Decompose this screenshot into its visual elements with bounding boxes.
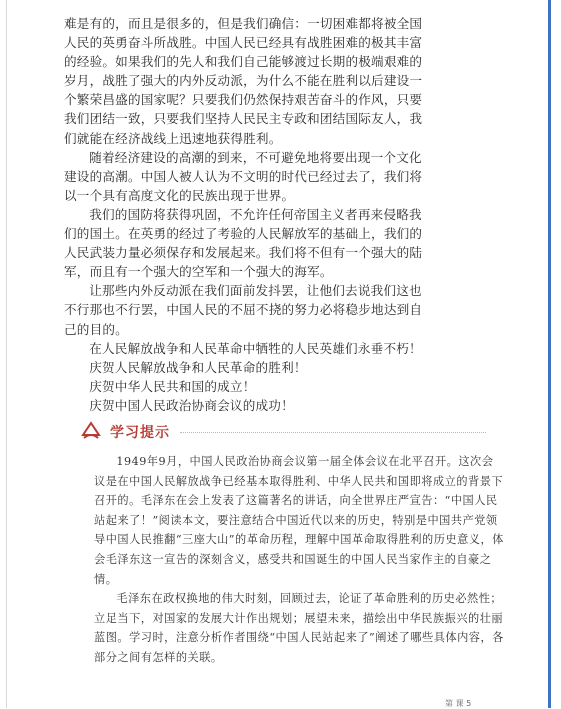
slogan: 在人民解放战争和人民革命中牺牲的人民英雄们永垂不朽！ [89, 340, 422, 356]
tip-paragraph: 毛泽东在政权换地的伟大时刻，回顾过去，论证了革命胜利的历史必然性；立足当下，对国家的发展大计作出规划；展望未来，描绘出中华民族振兴的壮丽蓝图。学习时，注意分析作者围绕“中国人民站起来了”阐述了哪些具体内容，各部分之间有怎样的关联。 [94, 592, 504, 664]
study-tips-body [94, 452, 504, 668]
body-text [64, 14, 424, 415]
paragraph: 我们的国防将获得巩固，不允许任何帝国主义者再来侵略我们的国土。在英勇的经过了考验的人民解放军的基础上，我们的人民武装力量必须保存和发展起来。我们将不但有一个强大的陆军，而且有一个强大的空军和一个强大的海军。 [64, 206, 423, 280]
study-tips-icon [80, 420, 102, 442]
paragraph: 让那些内外反动派在我们面前发抖罢，让他们去说我们这也不行那也不行罢，中国人民的不屈不挠的努力必将稳步地达到自己的目的。 [64, 283, 423, 337]
page-footer: 第 课 5 [445, 699, 472, 708]
paragraph: 难是有的，而且是很多的，但是我们确信：一切困难都将被全国人民的英勇奋斗所战胜。中国人民已经具有战胜困难的极其丰富的经验。如果我们的先人和我们自己能够渡过长期的极端艰难的岁月，战胜了强大的内外反动派，为什么不能在胜利以后建设一个繁荣昌盛的国家呢？只要我们仍然保持艰苦奋斗的作风，只要我们团结一致，只要我们坚持人民民主专政和团结国际友人，我们就能在经济战线上迅速地获得胜利。 [64, 16, 423, 146]
study-tips-title: 学习提示 [110, 425, 170, 441]
section-divider [180, 432, 486, 433]
slogan: 庆贺人民解放战争和人民革命的胜利！ [89, 359, 307, 375]
page-edge-accent [548, 0, 551, 708]
page-edge-left [6, 0, 7, 708]
paragraph: 随着经济建设的高潮的到来，不可避免地将要出现一个文化建设的高潮。中国人被人认为不文明的时代已经过去了，我们将以一个具有高度文化的民族出现于世界。 [64, 149, 423, 203]
tip-paragraph: 1949年9月，中国人民政治协商会议第一届全体会议在北平召开。这次会议是在中国人民解放战争已经基本取得胜利、中华人民共和国即将成立的背景下召开的。毛泽东在会上发表了这篇著名的讲话，向全世界庄严宣告：“中国人民站起来了！”阅读本文，要注意结合中国近代以来的历史，特别是中国共产党领导中国人民推翻“三座大山”的革命历程，理解中国革命取得胜利的历史意义，体会毛泽东这一宣告的深刻含义，感受共和国诞生的中国人民当家作主的自豪之情。 [94, 455, 504, 586]
slogan: 庆贺中华人民共和国的成立！ [89, 378, 256, 394]
study-tips-header [80, 418, 490, 444]
slogan: 庆贺中国人民政治协商会议的成功！ [89, 397, 294, 413]
